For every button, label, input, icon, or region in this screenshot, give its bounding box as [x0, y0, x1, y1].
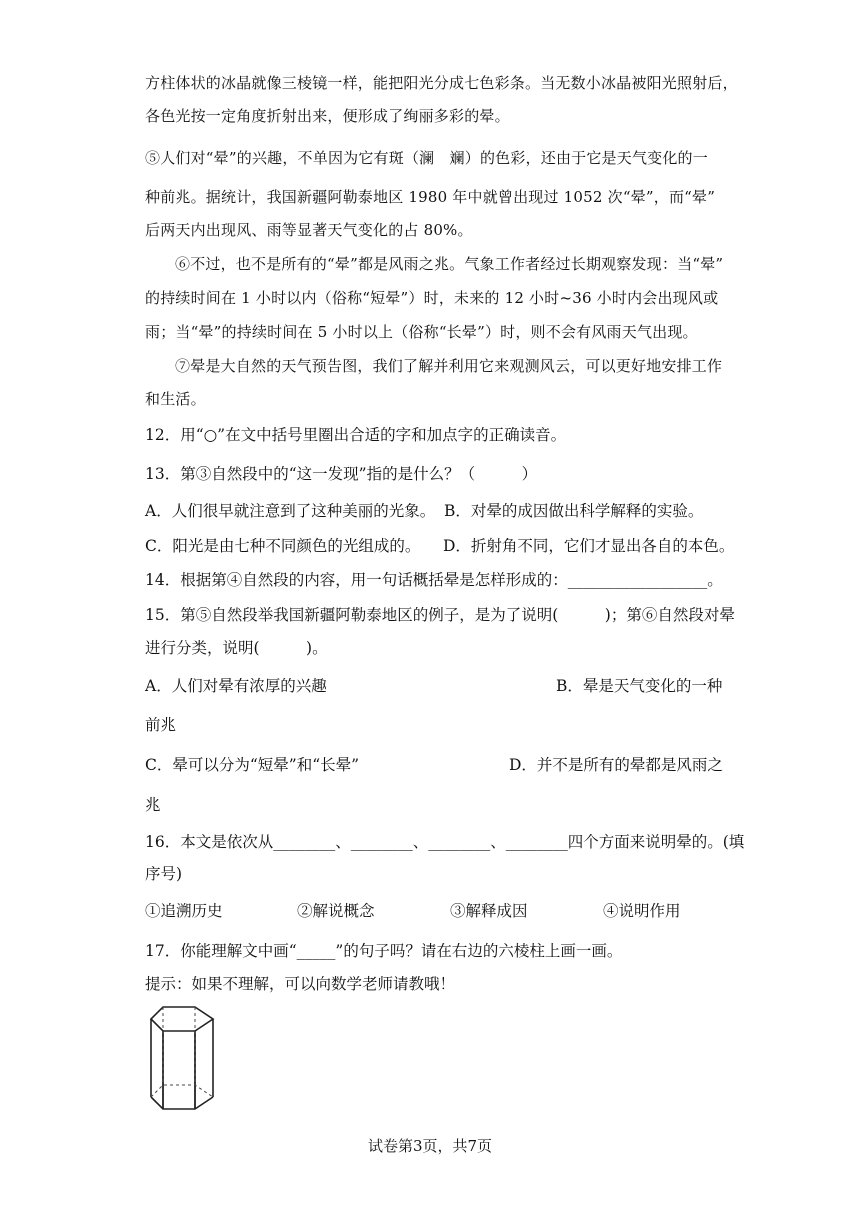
- question-13: 13．第③自然段中的“这一发现”指的是什么？（ ）: [145, 465, 538, 483]
- q13-option-b: B．对晕的成因做出科学解释的实验。: [444, 502, 704, 520]
- question-17: 17．你能理解文中画“_____”的句子吗？请在右边的六棱柱上画一画。: [145, 942, 623, 960]
- question-16-line-1: 16．本文是依次从________、________、________、________四个方面来说明晕的。(填: [145, 833, 745, 851]
- question-17-hint: 提示：如果不理解，可以向数学老师请教哦！: [145, 975, 456, 993]
- passage-line-3: ⑤人们对“晕”的兴趣，不单因为它有斑（澜 斓）的色彩，还由于它是天气变化的一: [145, 149, 708, 167]
- passage-line-9: ⑦晕是大自然的天气预告图，我们了解并利用它来观测风云，可以更好地安排工作: [175, 357, 723, 375]
- prism-bottom-hidden: [151, 1085, 213, 1097]
- page-footer: 试卷第3页，共7页: [367, 1137, 493, 1155]
- q13-option-a: A．人们很早就注意到了这种美丽的光象。: [145, 502, 436, 520]
- q15-option-b: B．晕是天气变化的一种: [556, 677, 723, 695]
- q16-option-4: ④说明作用: [603, 902, 681, 920]
- q13-option-d: D．折射角不同，它们才显出各自的本色。: [443, 537, 735, 555]
- q16-option-2: ②解说概念: [297, 902, 375, 920]
- passage-line-6: ⑥不过，也不是所有的“晕”都是风雨之兆。气象工作者经过长期观察发现：当“晕”: [175, 255, 724, 273]
- hexagonal-prism-figure: [145, 1005, 225, 1125]
- passage-line-1: 方柱体状的冰晶就像三棱镜一样，能把阳光分成七色彩条。当无数小冰晶被阳光照射后，: [145, 74, 738, 92]
- passage-line-2: 各色光按一定角度折射出来，便形成了绚丽多彩的晕。: [145, 107, 510, 125]
- question-16-line-2: 序号): [145, 865, 183, 883]
- passage-line-4: 种前兆。据统计，我国新疆阿勒泰地区 1980 年中就曾出现过 1052 次“晕”，而“晕”: [145, 188, 716, 206]
- q15-option-a: A．人们对晕有浓厚的兴趣: [145, 677, 327, 695]
- question-15-line-2: 进行分类，说明( )。: [145, 639, 328, 657]
- question-12: 12．用“○”在文中括号里圈出合适的字和加点字的正确读音。: [145, 426, 567, 444]
- prism-bottom-visible: [151, 1097, 213, 1109]
- q13-option-c: C．阳光是由七种不同颜色的光组成的。: [145, 537, 421, 555]
- prism-top-face: [151, 1007, 213, 1031]
- passage-line-5: 后两天内出现风、雨等显著天气变化的占 80%。: [145, 221, 473, 239]
- q15-option-d: D．并不是所有的晕都是风雨之: [509, 756, 723, 774]
- q16-option-3: ③解释成因: [450, 902, 528, 920]
- q15-option-b-continued: 前兆: [145, 716, 177, 734]
- question-14: 14．根据第④自然段的内容，用一句话概括晕是怎样形成的：__________________。: [145, 571, 723, 589]
- q15-option-c: C．晕可以分为“短晕”和“长晕”: [145, 756, 360, 774]
- q16-option-1: ①追溯历史: [145, 902, 223, 920]
- passage-line-7: 的持续时间在 1 小时以内（俗称“短晕”）时，未来的 12 小时~36 小时内会出现风或: [145, 289, 719, 307]
- q15-option-d-continued: 兆: [145, 796, 161, 814]
- question-15-line-1: 15．第⑤自然段举我国新疆阿勒泰地区的例子，是为了说明( )；第⑥自然段对晕: [145, 606, 735, 624]
- passage-line-10: 和生活。: [145, 390, 206, 408]
- passage-line-8: 雨；当“晕”的持续时间在 5 小时以上（俗称“长晕”）时，则不会有风雨天气出现。: [145, 323, 698, 341]
